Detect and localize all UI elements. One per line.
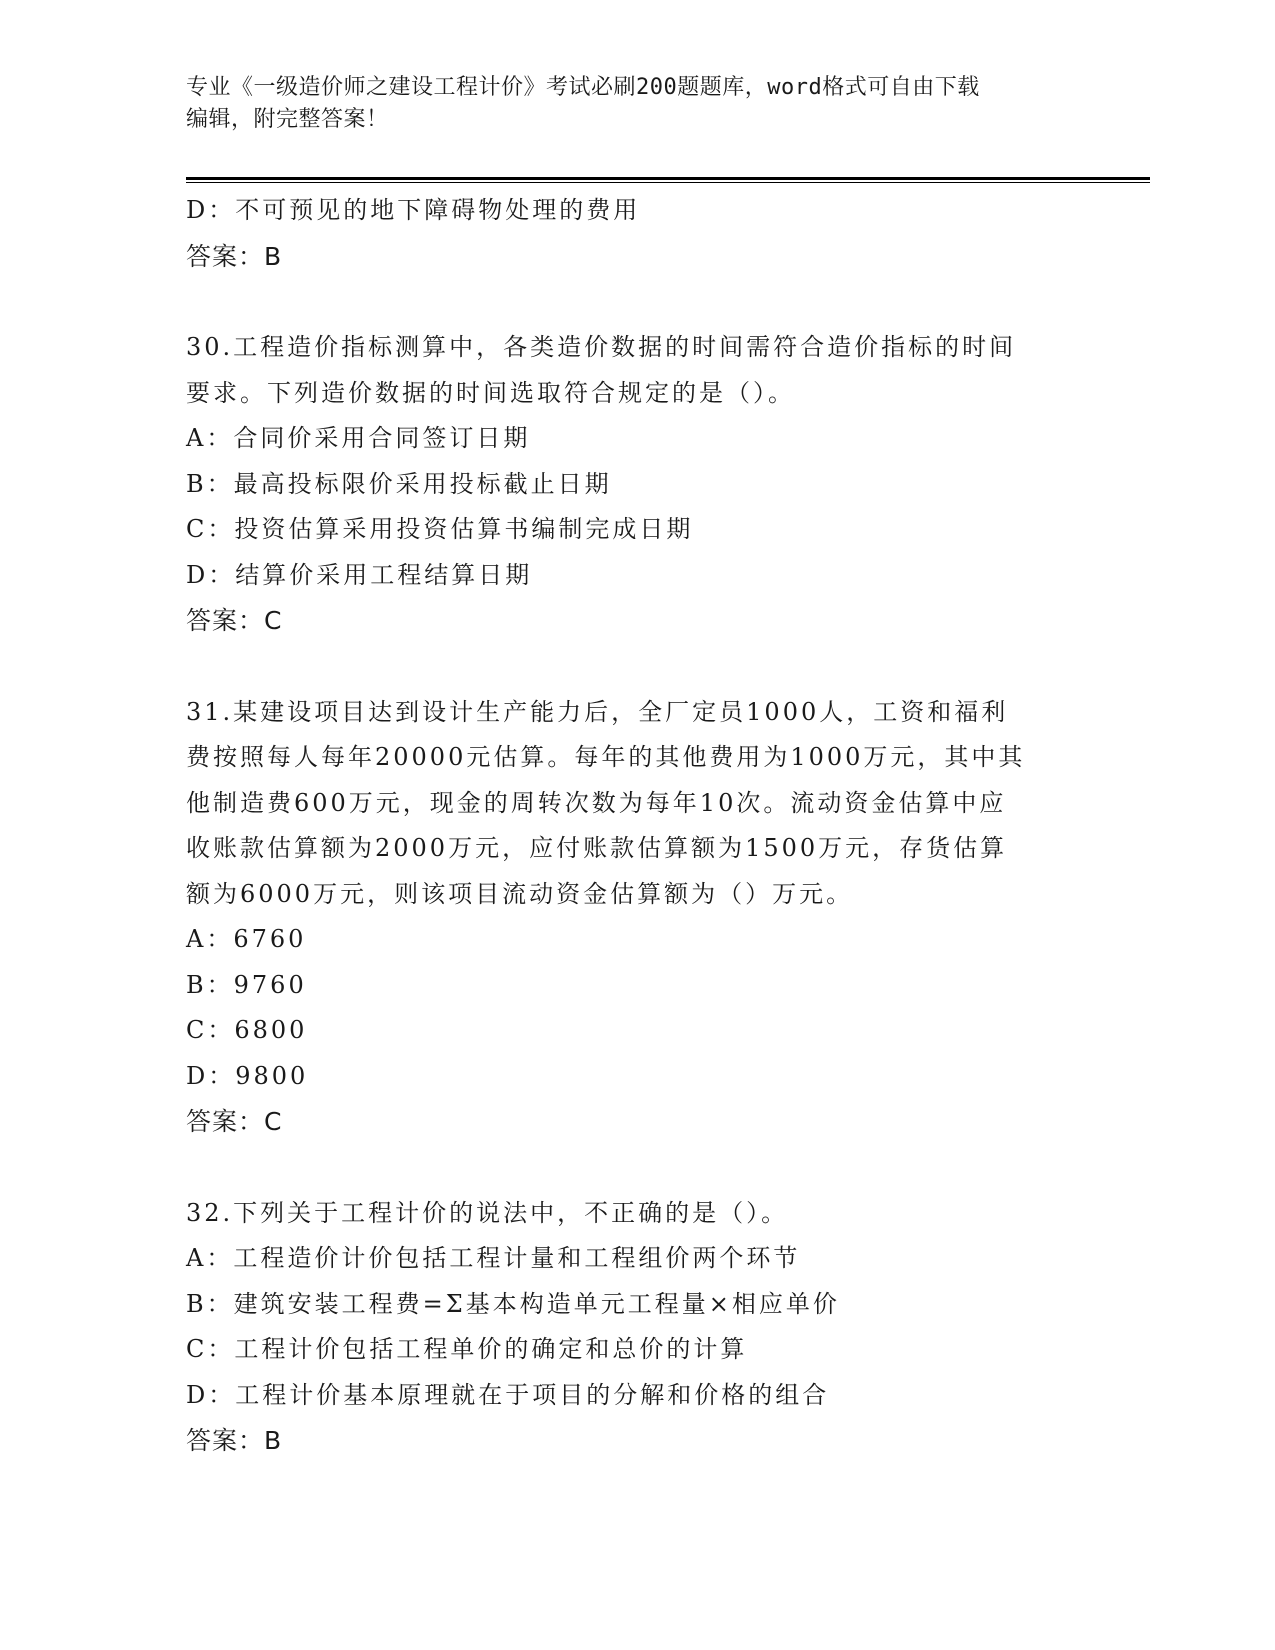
answer: 答案：B (186, 241, 283, 271)
question-list (186, 188, 1086, 1464)
answer: 答案：C (186, 606, 283, 635)
header-divider-thin (186, 182, 1150, 183)
question-stem (186, 1191, 1086, 1237)
stem-line: 要求。下列造价数据的时间选取符合规定的是（）。 (186, 378, 795, 407)
stem-line: 他制造费600万元，现金的周转次数为每年10次。流动资金估算中应 (186, 788, 1007, 817)
answer: 答案：B (186, 1426, 283, 1455)
question-31 (186, 690, 1086, 1145)
spacer (186, 1145, 1086, 1191)
stem-line: 额为6000万元，则该项目流动资金估算额为（）万元。 (186, 879, 854, 908)
option-b: B：9760 (186, 970, 307, 999)
stem-line: 32.下列关于工程计价的说法中，不正确的是（）。 (186, 1198, 789, 1227)
document-header (186, 72, 1066, 136)
stem-line: 30.工程造价指标测算中，各类造价数据的时间需符合造价指标的时间 (186, 333, 1017, 361)
option-a: A：6760 (186, 925, 307, 953)
previous-question-tail (186, 188, 1086, 279)
option-a: A：工程造价计价包括工程计量和工程组价两个环节 (186, 1244, 801, 1272)
option-b: B：最高投标限价采用投标截止日期 (186, 469, 612, 498)
spacer (186, 279, 1086, 325)
question-stem (186, 690, 1086, 918)
option-d: D：9800 (186, 1061, 309, 1090)
option-d: D：工程计价基本原理就在于项目的分解和价格的组合 (186, 1380, 830, 1409)
question-32 (186, 1191, 1086, 1464)
option-a: A：合同价采用合同签订日期 (186, 424, 531, 452)
answer: 答案：C (186, 1107, 283, 1136)
spacer (186, 644, 1086, 690)
header-line-1: 专业《一级造价师之建设工程计价》考试必刷200题题库，word格式可自由下载 (186, 75, 980, 100)
option-d: D：结算价采用工程结算日期 (186, 560, 533, 589)
header-line-2: 编辑，附完整答案！ (186, 107, 389, 132)
stem-line: 费按照每人每年20000元估算。每年的其他费用为1000万元，其中其 (186, 743, 1026, 771)
option-b: B：建筑安装工程费=Σ基本构造单元工程量×相应单价 (186, 1289, 840, 1318)
option-c: C：工程计价包括工程单价的确定和总价的计算 (186, 1335, 748, 1363)
header-divider-thick (186, 177, 1150, 180)
option-d: D：不可预见的地下障碍物处理的费用 (186, 196, 641, 224)
question-30 (186, 325, 1086, 644)
option-c: C：6800 (186, 1016, 308, 1044)
question-stem (186, 325, 1086, 416)
option-c: C：投资估算采用投资估算书编制完成日期 (186, 515, 694, 543)
stem-line: 31.某建设项目达到设计生产能力后，全厂定员1000人，工资和福利 (186, 697, 1009, 726)
stem-line: 收账款估算额为2000万元，应付账款估算额为1500万元，存货估算 (186, 834, 1008, 862)
